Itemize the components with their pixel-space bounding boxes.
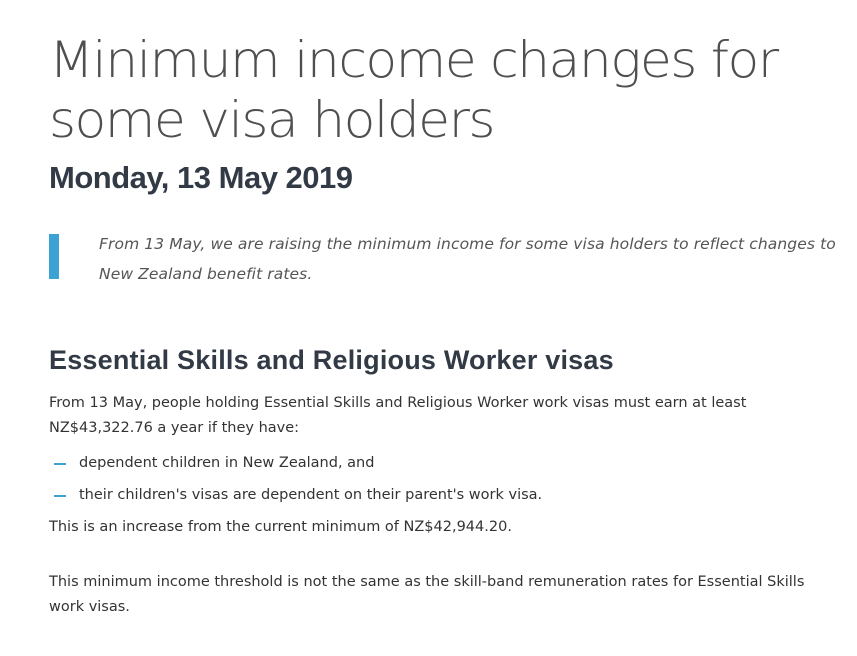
list-item-text: dependent children in New Zealand, and <box>79 455 375 471</box>
paragraph-increase: This is an increase from the current minimum of NZ$42,944.20. <box>49 519 512 535</box>
intro-blockquote <box>49 229 839 289</box>
section-heading: Essential Skills and Religious Worker visas <box>49 345 614 375</box>
dash-bullet-icon <box>54 463 66 465</box>
publish-date: Monday, 13 May 2019 <box>49 160 353 195</box>
page-title: Minimum income changes for some visa holders <box>49 31 778 149</box>
list-item <box>49 483 839 508</box>
dash-bullet-icon <box>54 495 66 497</box>
requirements-list <box>49 451 839 508</box>
article <box>49 30 839 620</box>
intro-text: From 13 May, we are raising the minimum income for some visa holders to reflect changes to New Zealand benefit rates. <box>99 235 836 283</box>
list-item-text: their children's visas are dependent on their parent's work visa. <box>79 487 543 503</box>
paragraph-threshold-note: This minimum income threshold is not the same as the skill-band remuneration rates for Essential Skills work visas. <box>49 574 805 615</box>
quote-accent-bar <box>49 234 59 279</box>
list-item <box>49 451 839 476</box>
paragraph-requirements: From 13 May, people holding Essential Skills and Religious Worker work visas must earn at least NZ$43,322.76 a year if they have: <box>49 395 747 436</box>
